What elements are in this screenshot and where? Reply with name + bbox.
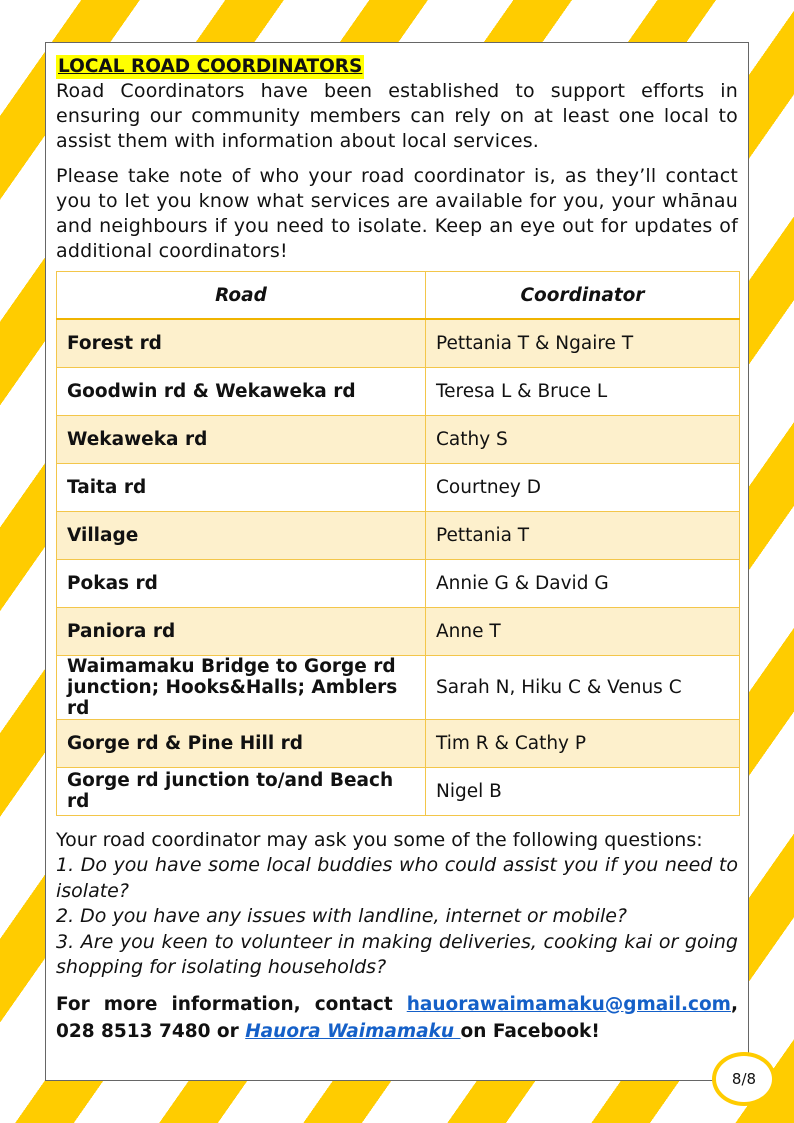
road-cell: Pokas rd: [57, 559, 426, 607]
content-panel: [45, 42, 749, 1081]
road-cell: Wekaweka rd: [57, 415, 426, 463]
email-link[interactable]: hauorawaimamaku@gmail.com: [406, 993, 731, 1015]
page-number: 8/8: [731, 1070, 757, 1088]
road-cell: Paniora rd: [57, 607, 426, 655]
table-row: [57, 319, 740, 367]
facebook-link[interactable]: Hauora Waimamaku: [245, 1020, 461, 1042]
question-1: 1. Do you have some local buddies who could assist you if you need to isolate?: [56, 854, 738, 902]
coordinator-cell: Nigel B: [426, 767, 740, 815]
page-number-badge: [712, 1052, 776, 1106]
intro-paragraph-1: Road Coordinators have been established to support efforts in ensuring our community members can rely on at least one local to assist them with information about local services.: [56, 80, 738, 152]
table-row: [57, 511, 740, 559]
column-header-coordinator: Coordinator: [426, 272, 740, 320]
contact-info: [56, 991, 738, 1045]
intro-paragraph-2: Please take note of who your road coordinator is, as they’ll contact you to let you know what services are available for you, your whānau and neighbours if you need to isolate. Keep an eye out for updates of additional coordinators!: [56, 165, 738, 262]
coordinator-cell: Courtney D: [426, 463, 740, 511]
table-row: [57, 415, 740, 463]
coordinator-cell: Teresa L & Bruce L: [426, 367, 740, 415]
questions-intro: Your road coordinator may ask you some of the following questions:: [56, 828, 703, 851]
road-cell: Gorge rd & Pine Hill rd: [57, 719, 426, 767]
question-3: 3. Are you keen to volunteer in making deliveries, cooking kai or going shopping for isolating households?: [56, 930, 738, 978]
question-2: 2. Do you have any issues with landline, internet or mobile?: [56, 905, 628, 927]
coordinator-cell: Pettania T: [426, 511, 740, 559]
coordinator-cell: Pettania T & Ngaire T: [426, 319, 740, 367]
contact-middle: , 028 8513 7480 or: [56, 993, 738, 1042]
road-cell: Goodwin rd & Wekaweka rd: [57, 367, 426, 415]
contact-prefix: For more information, contact: [56, 993, 407, 1015]
table-row: [57, 607, 740, 655]
table-row: [57, 655, 740, 719]
contact-suffix: on Facebook!: [460, 1020, 600, 1042]
road-cell: Gorge rd junction to/and Beach rd: [57, 767, 426, 815]
coordinator-cell: Tim R & Cathy P: [426, 719, 740, 767]
table-row: [57, 463, 740, 511]
road-cell: Forest rd: [57, 319, 426, 367]
column-header-road: Road: [57, 272, 426, 320]
coordinator-cell: Anne T: [426, 607, 740, 655]
questions-section: [56, 828, 738, 981]
coordinator-cell: Cathy S: [426, 415, 740, 463]
road-cell: Taita rd: [57, 463, 426, 511]
section-heading: LOCAL ROAD COORDINATORS: [58, 56, 363, 77]
road-coordinators-table: [56, 271, 740, 816]
table-row: [57, 767, 740, 815]
coordinator-cell: Annie G & David G: [426, 559, 740, 607]
table-row: [57, 719, 740, 767]
table-row: [57, 367, 740, 415]
road-cell: Waimamaku Bridge to Gorge rd junction; Hooks&Halls; Amblers rd: [57, 655, 426, 719]
road-cell: Village: [57, 511, 426, 559]
table-row: [57, 559, 740, 607]
coordinator-cell: Sarah N, Hiku C & Venus C: [426, 655, 740, 719]
